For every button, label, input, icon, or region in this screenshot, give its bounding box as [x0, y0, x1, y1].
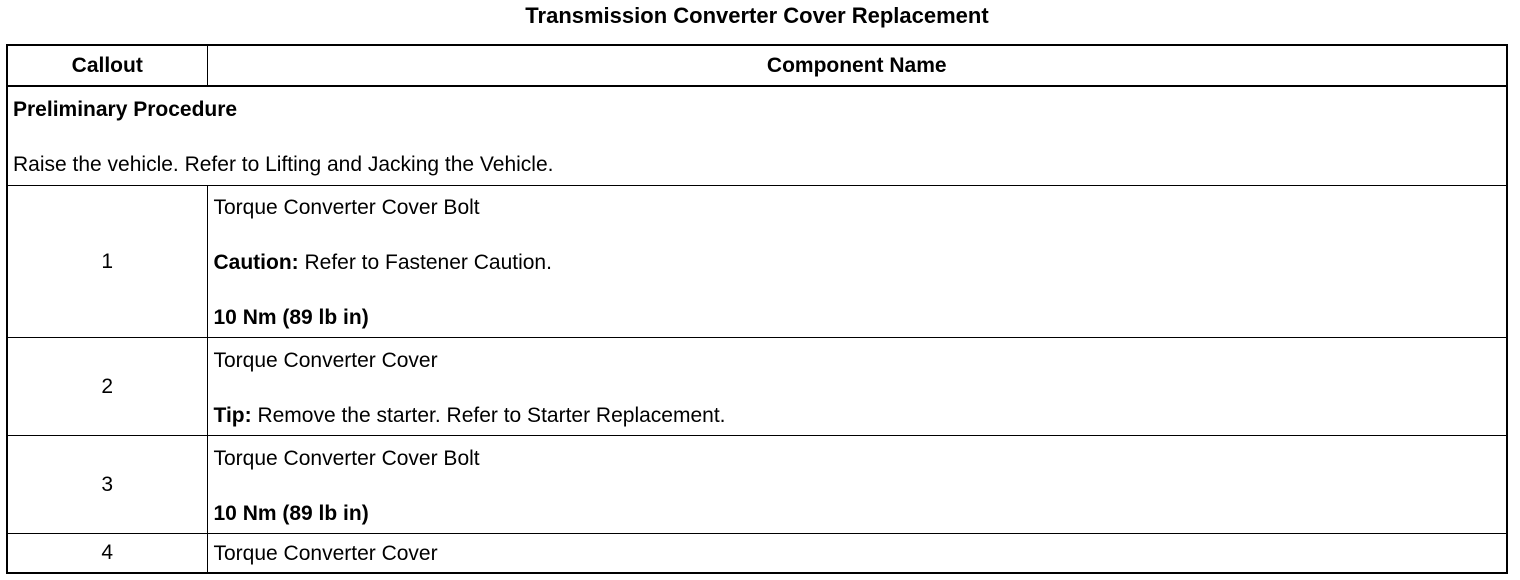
note-text: Refer to Fastener Caution. — [298, 251, 552, 274]
note-text: Remove the starter. Refer to Starter Replacement. — [251, 403, 726, 427]
component-name: Torque Converter Cover Bolt — [213, 196, 480, 219]
component-name: Torque Converter Cover — [213, 541, 438, 565]
component-cell — [207, 435, 1507, 533]
component-cell — [207, 185, 1507, 337]
component-cell — [207, 533, 1507, 573]
table-row — [7, 337, 1507, 435]
table-row — [7, 185, 1507, 337]
callout-number: 2 — [7, 337, 207, 435]
note-line — [214, 403, 1501, 428]
callout-number: 1 — [7, 185, 207, 337]
note-label: Tip: — [213, 403, 252, 427]
procedure-table — [6, 44, 1508, 574]
table-row — [7, 533, 1507, 573]
component-name: Torque Converter Cover — [213, 348, 438, 372]
preliminary-row — [7, 86, 1507, 185]
torque-spec: 10 Nm (89 lb in) — [213, 306, 369, 329]
note-line — [214, 250, 1501, 275]
torque-spec: 10 Nm (89 lb in) — [213, 501, 369, 525]
header-callout: Callout — [7, 45, 207, 86]
header-component-name: Component Name — [207, 45, 1507, 86]
preliminary-cell — [7, 86, 1507, 185]
note-label: Caution: — [213, 251, 299, 274]
preliminary-text: Raise the vehicle. Refer to Lifting and Jacking the Vehicle. — [13, 153, 554, 177]
table-row — [7, 435, 1507, 533]
table-header-row — [7, 45, 1507, 86]
preliminary-heading: Preliminary Procedure — [13, 98, 238, 122]
callout-number: 3 — [7, 435, 207, 533]
component-name: Torque Converter Cover Bolt — [213, 446, 480, 470]
page-title: Transmission Converter Cover Replacement — [525, 3, 989, 28]
callout-number: 4 — [7, 533, 207, 573]
component-cell — [207, 337, 1507, 435]
